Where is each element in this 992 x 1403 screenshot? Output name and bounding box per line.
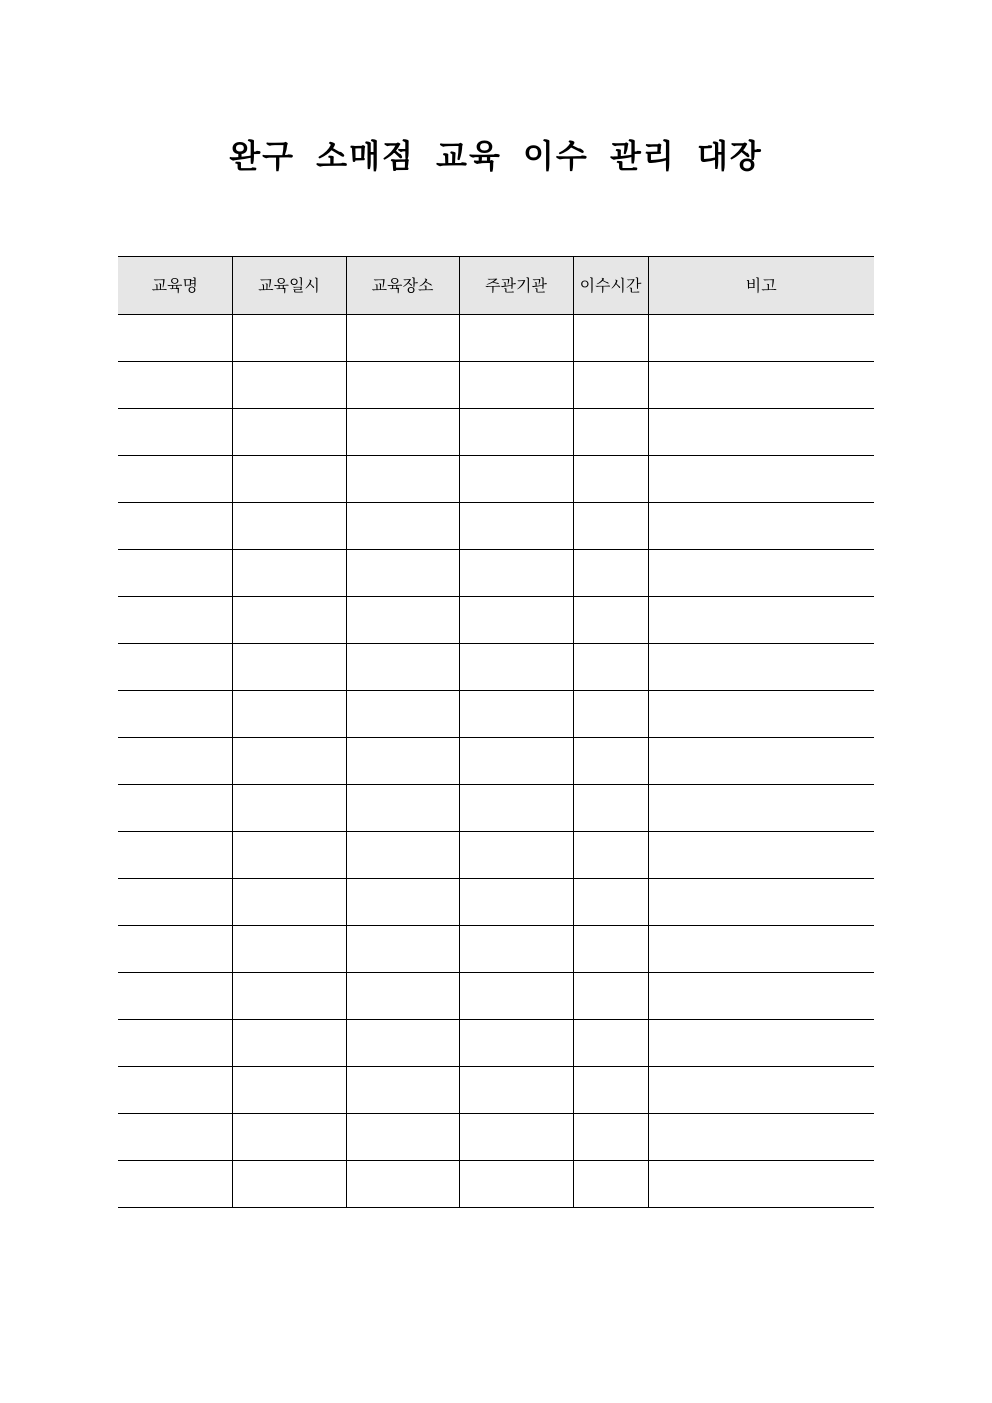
course-location-cell[interactable] bbox=[346, 315, 459, 362]
course-name-cell[interactable] bbox=[118, 926, 232, 973]
course-location-cell[interactable] bbox=[346, 456, 459, 503]
table-row bbox=[118, 738, 874, 785]
remarks-cell[interactable] bbox=[648, 691, 874, 738]
course-location-cell[interactable] bbox=[346, 1114, 459, 1161]
table-row bbox=[118, 644, 874, 691]
course-name-cell[interactable] bbox=[118, 597, 232, 644]
remarks-cell[interactable] bbox=[648, 1067, 874, 1114]
course-date-cell[interactable] bbox=[232, 456, 346, 503]
table-row bbox=[118, 409, 874, 456]
completed-hours-cell[interactable] bbox=[573, 644, 648, 691]
course-date-cell[interactable] bbox=[232, 315, 346, 362]
table-row bbox=[118, 691, 874, 738]
completed-hours-cell[interactable] bbox=[573, 1067, 648, 1114]
course-name-cell[interactable] bbox=[118, 362, 232, 409]
completed-hours-cell[interactable] bbox=[573, 409, 648, 456]
course-date-cell[interactable] bbox=[232, 550, 346, 597]
course-name-cell[interactable] bbox=[118, 879, 232, 926]
table-row bbox=[118, 503, 874, 550]
course-date-cell[interactable] bbox=[232, 1020, 346, 1067]
completed-hours-cell[interactable] bbox=[573, 550, 648, 597]
course-name-cell[interactable] bbox=[118, 832, 232, 879]
completed-hours-cell[interactable] bbox=[573, 1161, 648, 1208]
organizer-cell[interactable] bbox=[459, 550, 573, 597]
course-date-cell[interactable] bbox=[232, 926, 346, 973]
remarks-cell[interactable] bbox=[648, 879, 874, 926]
table-row bbox=[118, 879, 874, 926]
course-name-cell[interactable] bbox=[118, 1067, 232, 1114]
organizer-cell[interactable] bbox=[459, 503, 573, 550]
completed-hours-cell[interactable] bbox=[573, 315, 648, 362]
page-title: 완구 소매점 교육 이수 관리 대장 bbox=[229, 137, 763, 175]
course-name-cell[interactable] bbox=[118, 1161, 232, 1208]
course-name-cell[interactable] bbox=[118, 785, 232, 832]
course-name-cell[interactable] bbox=[118, 550, 232, 597]
course-date-cell[interactable] bbox=[232, 738, 346, 785]
remarks-cell[interactable] bbox=[648, 785, 874, 832]
organizer-cell[interactable] bbox=[459, 362, 573, 409]
course-name-cell[interactable] bbox=[118, 456, 232, 503]
organizer-cell[interactable] bbox=[459, 926, 573, 973]
completed-hours-cell[interactable] bbox=[573, 456, 648, 503]
table-row bbox=[118, 1114, 874, 1161]
column-header-completed-hours: 이수시간 bbox=[573, 257, 648, 315]
course-date-cell[interactable] bbox=[232, 785, 346, 832]
course-location-cell[interactable] bbox=[346, 785, 459, 832]
remarks-cell[interactable] bbox=[648, 738, 874, 785]
course-location-cell[interactable] bbox=[346, 879, 459, 926]
column-header-remarks: 비고 bbox=[648, 257, 874, 315]
course-name-cell[interactable] bbox=[118, 973, 232, 1020]
organizer-cell[interactable] bbox=[459, 691, 573, 738]
course-location-cell[interactable] bbox=[346, 644, 459, 691]
course-name-cell[interactable] bbox=[118, 644, 232, 691]
course-name-cell[interactable] bbox=[118, 738, 232, 785]
table-row bbox=[118, 1067, 874, 1114]
course-date-cell[interactable] bbox=[232, 973, 346, 1020]
organizer-cell[interactable] bbox=[459, 785, 573, 832]
remarks-cell[interactable] bbox=[648, 973, 874, 1020]
course-name-cell[interactable] bbox=[118, 503, 232, 550]
organizer-cell[interactable] bbox=[459, 1114, 573, 1161]
course-date-cell[interactable] bbox=[232, 1067, 346, 1114]
course-location-cell[interactable] bbox=[346, 926, 459, 973]
table-row bbox=[118, 550, 874, 597]
course-date-cell[interactable] bbox=[232, 362, 346, 409]
course-date-cell[interactable] bbox=[232, 879, 346, 926]
course-location-cell[interactable] bbox=[346, 832, 459, 879]
course-date-cell[interactable] bbox=[232, 1161, 346, 1208]
course-location-cell[interactable] bbox=[346, 1161, 459, 1208]
organizer-cell[interactable] bbox=[459, 315, 573, 362]
organizer-cell[interactable] bbox=[459, 644, 573, 691]
course-location-cell[interactable] bbox=[346, 973, 459, 1020]
course-location-cell[interactable] bbox=[346, 1020, 459, 1067]
course-date-cell[interactable] bbox=[232, 503, 346, 550]
organizer-cell[interactable] bbox=[459, 1161, 573, 1208]
completed-hours-cell[interactable] bbox=[573, 1114, 648, 1161]
course-location-cell[interactable] bbox=[346, 597, 459, 644]
course-location-cell[interactable] bbox=[346, 550, 459, 597]
table-row bbox=[118, 1020, 874, 1067]
table-row bbox=[118, 362, 874, 409]
completed-hours-cell[interactable] bbox=[573, 1020, 648, 1067]
remarks-cell[interactable] bbox=[648, 644, 874, 691]
organizer-cell[interactable] bbox=[459, 409, 573, 456]
completed-hours-cell[interactable] bbox=[573, 785, 648, 832]
remarks-cell[interactable] bbox=[648, 503, 874, 550]
completed-hours-cell[interactable] bbox=[573, 503, 648, 550]
remarks-cell[interactable] bbox=[648, 315, 874, 362]
column-header-course-date: 교육일시 bbox=[232, 257, 346, 315]
remarks-cell[interactable] bbox=[648, 832, 874, 879]
table-body bbox=[118, 315, 874, 1208]
completed-hours-cell[interactable] bbox=[573, 926, 648, 973]
column-header-organizer: 주관기관 bbox=[459, 257, 573, 315]
organizer-cell[interactable] bbox=[459, 1020, 573, 1067]
completed-hours-cell[interactable] bbox=[573, 738, 648, 785]
organizer-cell[interactable] bbox=[459, 738, 573, 785]
course-name-cell[interactable] bbox=[118, 1114, 232, 1161]
remarks-cell[interactable] bbox=[648, 550, 874, 597]
organizer-cell[interactable] bbox=[459, 832, 573, 879]
table-row bbox=[118, 785, 874, 832]
remarks-cell[interactable] bbox=[648, 926, 874, 973]
course-date-cell[interactable] bbox=[232, 644, 346, 691]
completed-hours-cell[interactable] bbox=[573, 597, 648, 644]
table-header-row bbox=[118, 257, 874, 315]
column-header-course-location: 교육장소 bbox=[346, 257, 459, 315]
organizer-cell[interactable] bbox=[459, 973, 573, 1020]
table-row bbox=[118, 1161, 874, 1208]
completed-hours-cell[interactable] bbox=[573, 691, 648, 738]
remarks-cell[interactable] bbox=[648, 1114, 874, 1161]
completed-hours-cell[interactable] bbox=[573, 973, 648, 1020]
course-location-cell[interactable] bbox=[346, 738, 459, 785]
organizer-cell[interactable] bbox=[459, 597, 573, 644]
course-date-cell[interactable] bbox=[232, 409, 346, 456]
table-row bbox=[118, 315, 874, 362]
course-date-cell[interactable] bbox=[232, 832, 346, 879]
remarks-cell[interactable] bbox=[648, 597, 874, 644]
organizer-cell[interactable] bbox=[459, 879, 573, 926]
table-row bbox=[118, 926, 874, 973]
course-name-cell[interactable] bbox=[118, 1020, 232, 1067]
remarks-cell[interactable] bbox=[648, 362, 874, 409]
course-location-cell[interactable] bbox=[346, 503, 459, 550]
column-header-course-name: 교육명 bbox=[118, 257, 232, 315]
course-location-cell[interactable] bbox=[346, 1067, 459, 1114]
table-row bbox=[118, 832, 874, 879]
remarks-cell[interactable] bbox=[648, 1020, 874, 1067]
course-date-cell[interactable] bbox=[232, 691, 346, 738]
table-row bbox=[118, 973, 874, 1020]
course-location-cell[interactable] bbox=[346, 362, 459, 409]
course-date-cell[interactable] bbox=[232, 597, 346, 644]
remarks-cell[interactable] bbox=[648, 1161, 874, 1208]
remarks-cell[interactable] bbox=[648, 456, 874, 503]
completed-hours-cell[interactable] bbox=[573, 879, 648, 926]
completed-hours-cell[interactable] bbox=[573, 832, 648, 879]
course-name-cell[interactable] bbox=[118, 315, 232, 362]
course-date-cell[interactable] bbox=[232, 1114, 346, 1161]
course-location-cell[interactable] bbox=[346, 409, 459, 456]
table-row bbox=[118, 597, 874, 644]
course-name-cell[interactable] bbox=[118, 409, 232, 456]
course-location-cell[interactable] bbox=[346, 691, 459, 738]
completed-hours-cell[interactable] bbox=[573, 362, 648, 409]
organizer-cell[interactable] bbox=[459, 456, 573, 503]
remarks-cell[interactable] bbox=[648, 409, 874, 456]
course-name-cell[interactable] bbox=[118, 691, 232, 738]
table-row bbox=[118, 456, 874, 503]
education-ledger-table bbox=[118, 256, 874, 1208]
organizer-cell[interactable] bbox=[459, 1067, 573, 1114]
